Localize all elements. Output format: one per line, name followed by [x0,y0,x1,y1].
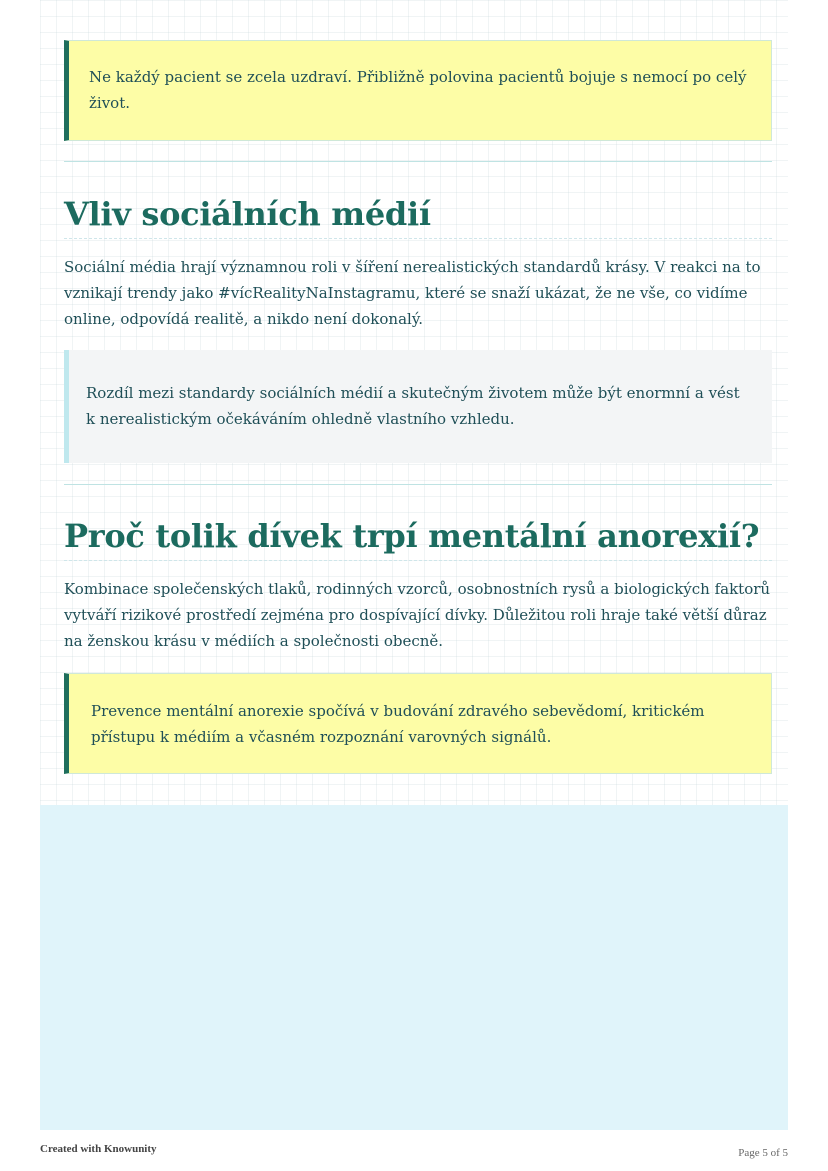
callout-recovery [64,40,772,141]
empty-blue-panel [40,805,788,1130]
callout-social-media-text: Rozdíl mezi standardy sociálních médií a skutečným životem může být enormní a vést k nerealistickým očekáváním ohledně vlastního vzhledu. [86,384,740,428]
paragraph-social-media: Sociální média hrají významnou roli v šíření nerealistických standardů krásy. V reakci na to vznikají trendy jako #vícRealityNaInstagramu, které se snaží ukázat, že ne vše, co vidíme online, odpovídá realitě, a nikdo není dokonalý. [64,258,761,328]
section-divider-2 [64,484,772,485]
section-divider-1 [64,161,772,162]
heading-anorexia: Proč tolik dívek trpí mentální anorexií? [64,516,772,561]
callout-prevention [64,673,772,774]
callout-prevention-text: Prevence mentální anorexie spočívá v budování zdravého sebevědomí, kritickém přístupu k médiím a včasném rozpoznání varovných signálů. [91,702,705,746]
callout-recovery-text: Ne každý pacient se zcela uzdraví. Přibližně polovina pacientů bojuje s nemocí po celý život. [89,68,747,112]
paragraph-anorexia: Kombinace společenských tlaků, rodinných vzorců, osobnostních rysů a biologických faktorů vytváří rizikové prostředí zejména pro dospívající dívky. Důležitou roli hraje také větší důraz na ženskou krásu v médiích a společnosti obecně. [64,580,771,650]
heading-social-media: Vliv sociálních médií [64,194,772,239]
footer-page-number: Page 5 of 5 [738,1147,788,1159]
footer-credit: Created with Knowunity [40,1143,157,1155]
callout-social-media [64,350,772,463]
